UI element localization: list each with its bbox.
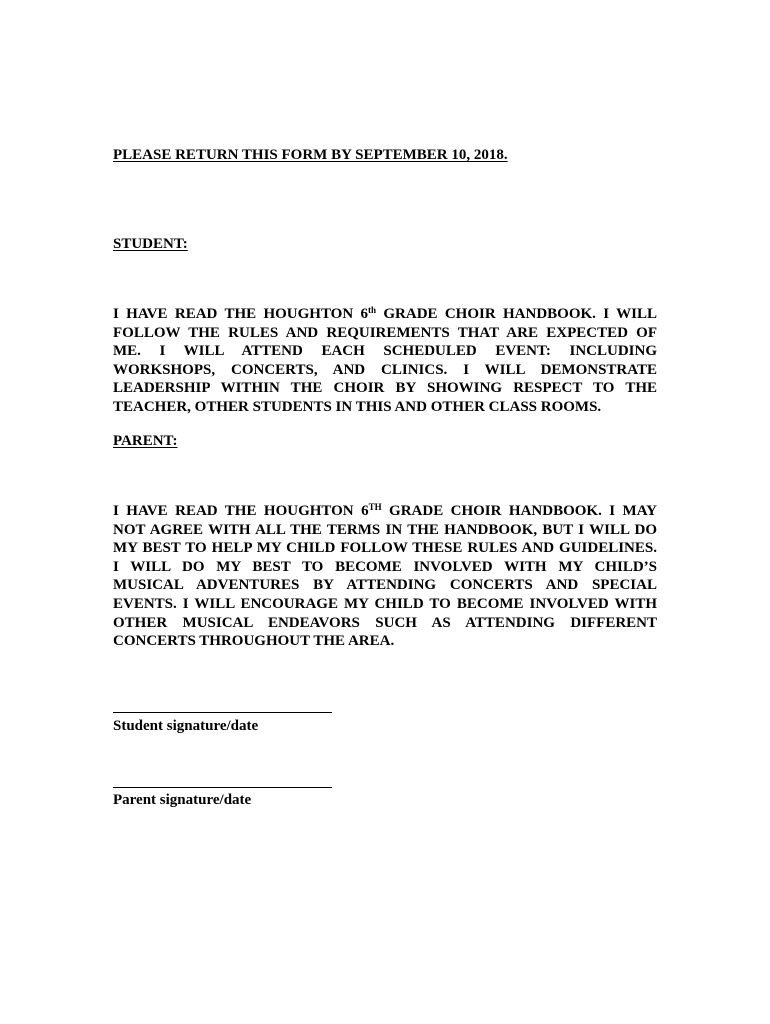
student-line: ME. I WILL ATTEND EACH SCHEDULED EVENT: INCLUDING — [113, 343, 657, 360]
student-signature-label: Student signature/date — [113, 718, 259, 734]
student-line: WORKSHOPS, CONCERTS, AND CLINICS. I WILL DEMONSTRATE — [113, 361, 657, 378]
parent-line: I WILL DO MY BEST TO BECOME INVOLVED WITH MY CHILD’S — [113, 558, 657, 575]
student-heading: STUDENT: — [113, 236, 188, 252]
parent-signature-label: Parent signature/date — [113, 792, 252, 808]
return-deadline-notice: PLEASE RETURN THIS FORM BY SEPTEMBER 10, 2018. — [113, 147, 508, 163]
parent-line: EVENTS. I WILL ENCOURAGE MY CHILD TO BECOME INVOLVED WITH — [113, 595, 657, 612]
student-statement — [113, 305, 657, 417]
student-line: TEACHER, OTHER STUDENTS IN THIS AND OTHER CLASS ROOMS. — [113, 398, 602, 415]
student-line: I HAVE READ THE HOUGHTON 6th GRADE CHOIR HANDBOOK. I WILL — [113, 305, 657, 322]
parent-heading: PARENT: — [113, 433, 178, 449]
parent-line: OTHER MUSICAL ENDEAVORS SUCH AS ATTENDING DIFFERENT — [113, 614, 657, 631]
parent-line: MY BEST TO HELP MY CHILD FOLLOW THESE RULES AND GUIDELINES. — [113, 540, 657, 557]
parent-line: MUSICAL ADVENTURES BY ATTENDING CONCERTS AND SPECIAL — [113, 577, 657, 594]
student-line: LEADERSHIP WITHIN THE CHOIR BY SHOWING RESPECT TO THE — [113, 380, 657, 397]
parent-statement — [113, 502, 657, 651]
parent-line: I HAVE READ THE HOUGHTON 6TH GRADE CHOIR HANDBOOK. I MAY — [113, 502, 657, 519]
student-line: FOLLOW THE RULES AND REQUIREMENTS THAT ARE EXPECTED OF — [113, 324, 657, 341]
parent-line: NOT AGREE WITH ALL THE TERMS IN THE HANDBOOK, BUT I WILL DO — [113, 521, 657, 538]
parent-signature-line[interactable] — [113, 787, 332, 788]
parent-line: CONCERTS THROUGHOUT THE AREA. — [113, 633, 395, 650]
student-signature-line[interactable] — [113, 712, 332, 713]
